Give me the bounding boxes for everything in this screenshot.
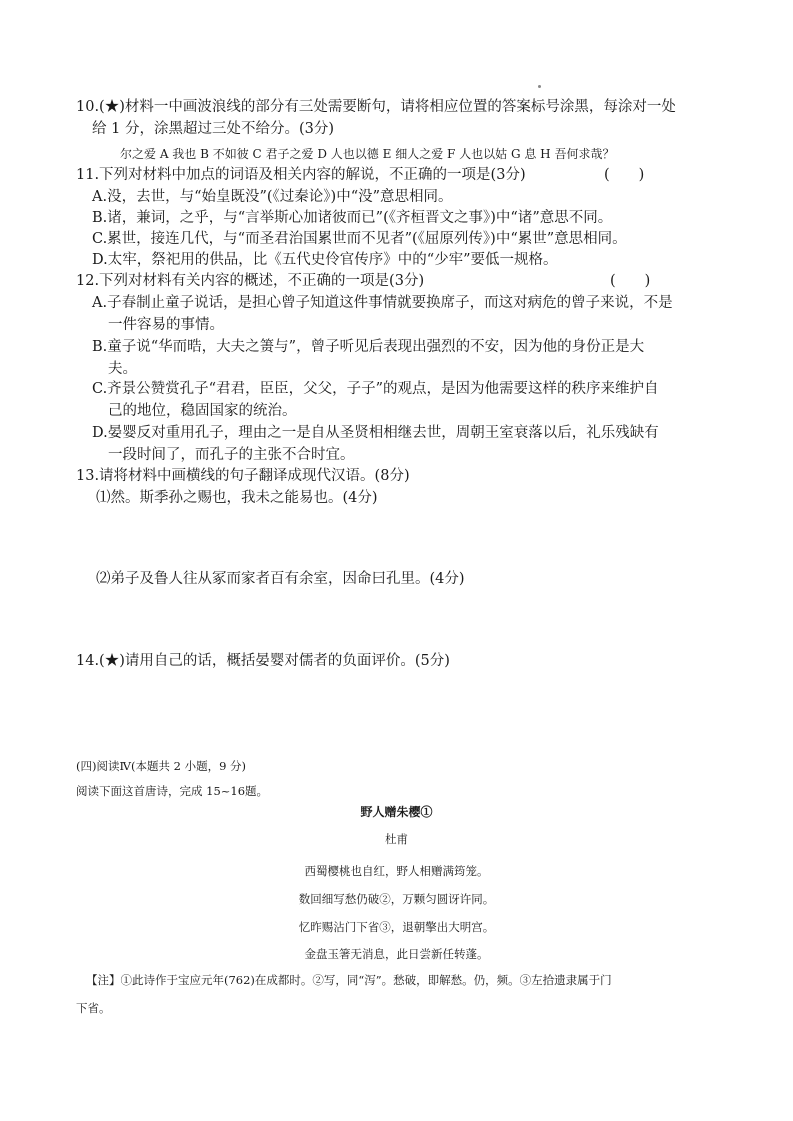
q12-option-b-line2: 夫。 [108, 361, 137, 377]
scan-speck [538, 85, 541, 88]
q12-stem: 12.下列对材料有关内容的概述，不正确的一项是(3分) [76, 273, 425, 289]
q12-option-c-line2: 己的地位，稳固国家的统治。 [108, 403, 297, 419]
section4-instruction: 阅读下面这首唐诗，完成 15~16题。 [76, 784, 269, 798]
q12-option-c-line1: C.齐景公赞赏孔子“君君，臣臣，父父，子子”的观点，是因为他需要这样的秩序来维护自 [92, 381, 659, 397]
poem-line-2: 数回细写愁仍破②，万颗匀圆讶许同。 [298, 892, 495, 906]
q11-answer-bracket: ( ) [604, 167, 645, 183]
q12-option-b-line1: B.童子说“华而晧，大夫之箦与”，曾子听见后表现出强烈的不安，因为他的身份正是大 [92, 339, 645, 355]
q11-option-b: B.诸，兼词，之乎，与“言举斯心加诸彼而已”(《齐桓晋文之事》)中“诸”意思不同。 [92, 210, 613, 226]
section4-heading: (四)阅读Ⅳ(本题共 2 小题，9 分) [76, 759, 247, 773]
q12-answer-bracket: ( ) [610, 273, 651, 289]
q12-option-d-line2: 一段时间了，而孔子的主张不合时宜。 [108, 447, 355, 463]
q13-stem: 13.请将材料中画横线的句子翻译成现代汉语。(8分) [76, 468, 410, 484]
q11-option-d: D.太牢，祭祀用的供品，比《五代史伶官传序》中的“少牢”要低一规格。 [92, 252, 558, 268]
poem-line-3: 忆昨赐沾门下省③，退朝擎出大明宫。 [298, 920, 495, 934]
q10-stem-line1: 10.(★)材料一中画波浪线的部分有三处需要断句，请将相应位置的答案标号涂黑，每涂对一处 [76, 99, 676, 115]
q11-option-a: A.没，去世，与“始皇既没”(《过秦论》)中“没”意思相同。 [92, 189, 453, 205]
poem-notes-line1: 【注】①此诗作于宝应元年(762)在成都时。②写，同“泻”。愁破，即解愁。仍，频。③左拾遗隶属于门 [86, 973, 612, 987]
q12-option-a-line1: A.子春制止童子说话，是担心曾子知道这件事情就要换席子，而这对病危的曾子来说，不是 [92, 295, 673, 311]
q11-option-c: C.累世，接连几代，与“而圣君治国累世而不见者”(《屈原列传》)中“累世”意思相同。 [92, 231, 627, 247]
poem-line-1: 西蜀樱桃也自红，野人相赠满筠笼。 [304, 864, 489, 878]
poem-notes-line2: 下省。 [76, 1001, 111, 1015]
poem-author: 杜甫 [385, 832, 408, 846]
q10-stem-line2: 给 1 分，涂黑超过三处不给分。(3分) [92, 121, 334, 137]
q14-stem: 14.(★)请用自己的话，概括晏婴对儒者的负面评价。(5分) [76, 653, 450, 669]
q12-option-d-line1: D.晏婴反对重用孔子，理由之一是自从圣贤相相继去世，周朝王室衰落以后，礼乐残缺有 [92, 425, 659, 441]
poem-title: 野人赠朱樱① [360, 805, 433, 819]
q10-passage: 尔之爱 A 我也 B 不如彼 C 君子之爱 D 人也以德 E 细人之爱 F 人也以姑 G 息 H 吾何求哉？ [120, 147, 615, 161]
q12-option-a-line2: 一件容易的事情。 [108, 317, 224, 333]
q13-sentence-1: ⑴然。斯季孙之赐也，我未之能易也。(4分) [96, 490, 378, 506]
q11-stem: 11.下列对材料中加点的词语及相关内容的解说，不正确的一项是(3分) [76, 167, 526, 183]
q13-sentence-2: ⑵弟子及鲁人往从冢而家者百有余室，因命曰孔里。(4分) [96, 571, 465, 587]
poem-line-4: 金盘玉箸无消息，此日尝新任转蓬。 [304, 947, 489, 961]
